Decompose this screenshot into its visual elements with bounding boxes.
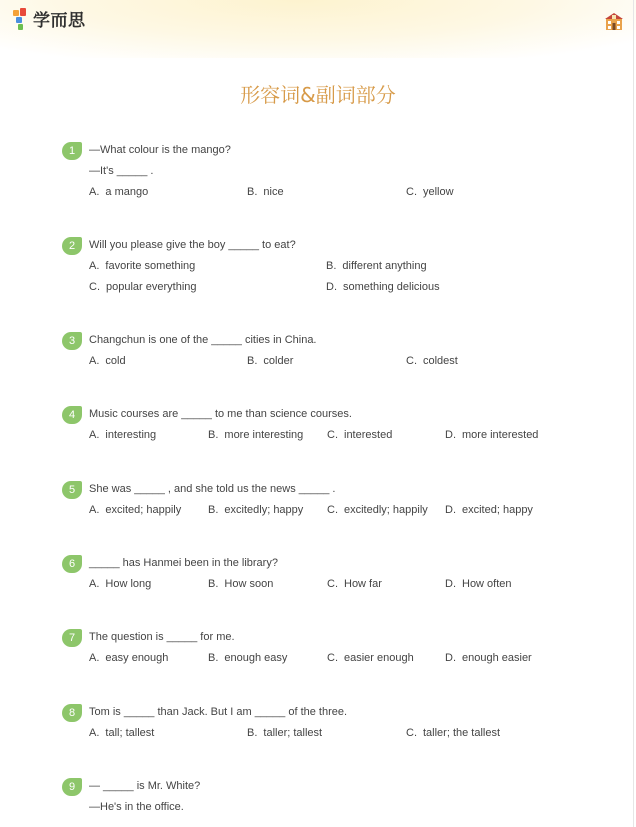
question-number-badge: 5 — [62, 481, 82, 499]
option-a: A. cold — [89, 355, 126, 367]
question-6 — [62, 555, 622, 597]
question-stem: —What colour is the mango? — [89, 144, 231, 156]
school-building-icon — [604, 11, 624, 31]
brand-name: 学而思 — [33, 11, 86, 31]
option-a: A. a mango — [89, 186, 149, 198]
question-stem: The question is _____ for me. — [89, 631, 235, 643]
question-stem: Tom is _____ than Jack. But I am _____ of the three. — [89, 706, 348, 718]
option-b: B. enough easy — [208, 652, 288, 664]
question-1 — [62, 142, 622, 205]
question-3 — [62, 332, 622, 374]
brand-logo — [13, 6, 86, 31]
option-c: C. coldest — [406, 355, 458, 367]
question-stem: She was _____ , and she told us the news _____ . — [89, 483, 336, 495]
option-a: A. interesting — [89, 429, 157, 441]
question-number-badge: 2 — [62, 237, 82, 255]
option-d: D. How often — [445, 578, 512, 590]
page-edge-rule — [633, 0, 634, 827]
question-number-badge: 3 — [62, 332, 82, 350]
question-8 — [62, 704, 622, 746]
question-stem: _____ has Hanmei been in the library? — [89, 557, 278, 569]
option-a: A. tall; tallest — [89, 727, 155, 739]
option-a: A. excited; happily — [89, 504, 182, 516]
xueersi-logo-icon — [13, 8, 31, 30]
question-2 — [62, 237, 622, 300]
option-c: C. interested — [327, 429, 393, 441]
option-a: A. easy enough — [89, 652, 169, 664]
question-stem: Will you please give the boy _____ to eat? — [89, 239, 296, 251]
question-4 — [62, 406, 622, 448]
question-number-badge: 9 — [62, 778, 82, 796]
question-stem: —It's _____ . — [89, 165, 154, 177]
option-b: B. nice — [247, 186, 284, 198]
question-number-badge: 1 — [62, 142, 82, 160]
question-number-badge: 6 — [62, 555, 82, 573]
question-stem: — _____ is Mr. White? — [89, 780, 201, 792]
option-a: A. favorite something — [89, 260, 196, 272]
question-7 — [62, 629, 622, 671]
question-stem: Changchun is one of the _____ cities in China. — [89, 334, 317, 346]
question-stem: —He's in the office. — [89, 801, 184, 813]
page-title: 形容词&副词部分 — [240, 83, 396, 107]
option-b: B. different anything — [326, 260, 427, 272]
option-d: D. enough easier — [445, 652, 532, 664]
option-c: C. easier enough — [327, 652, 414, 664]
option-b: B. excitedly; happy — [208, 504, 304, 516]
question-number-badge: 4 — [62, 406, 82, 424]
option-c: C. yellow — [406, 186, 454, 198]
question-number-badge: 8 — [62, 704, 82, 722]
question-stem: Music courses are _____ to me than science courses. — [89, 408, 352, 420]
option-d: D. something delicious — [326, 281, 440, 293]
header-band — [0, 0, 636, 58]
option-c: C. How far — [327, 578, 382, 590]
option-d: D. more interested — [445, 429, 539, 441]
option-c: C. taller; the tallest — [406, 727, 501, 739]
option-a: A. How long — [89, 578, 152, 590]
option-b: B. taller; tallest — [247, 727, 323, 739]
option-c: C. popular everything — [89, 281, 197, 293]
option-d: D. excited; happy — [445, 504, 533, 516]
question-number-badge: 7 — [62, 629, 82, 647]
question-9 — [62, 778, 622, 820]
option-c: C. excitedly; happily — [327, 504, 428, 516]
option-b: B. more interesting — [208, 429, 304, 441]
question-5 — [62, 481, 622, 523]
option-b: B. How soon — [208, 578, 274, 590]
option-b: B. colder — [247, 355, 294, 367]
